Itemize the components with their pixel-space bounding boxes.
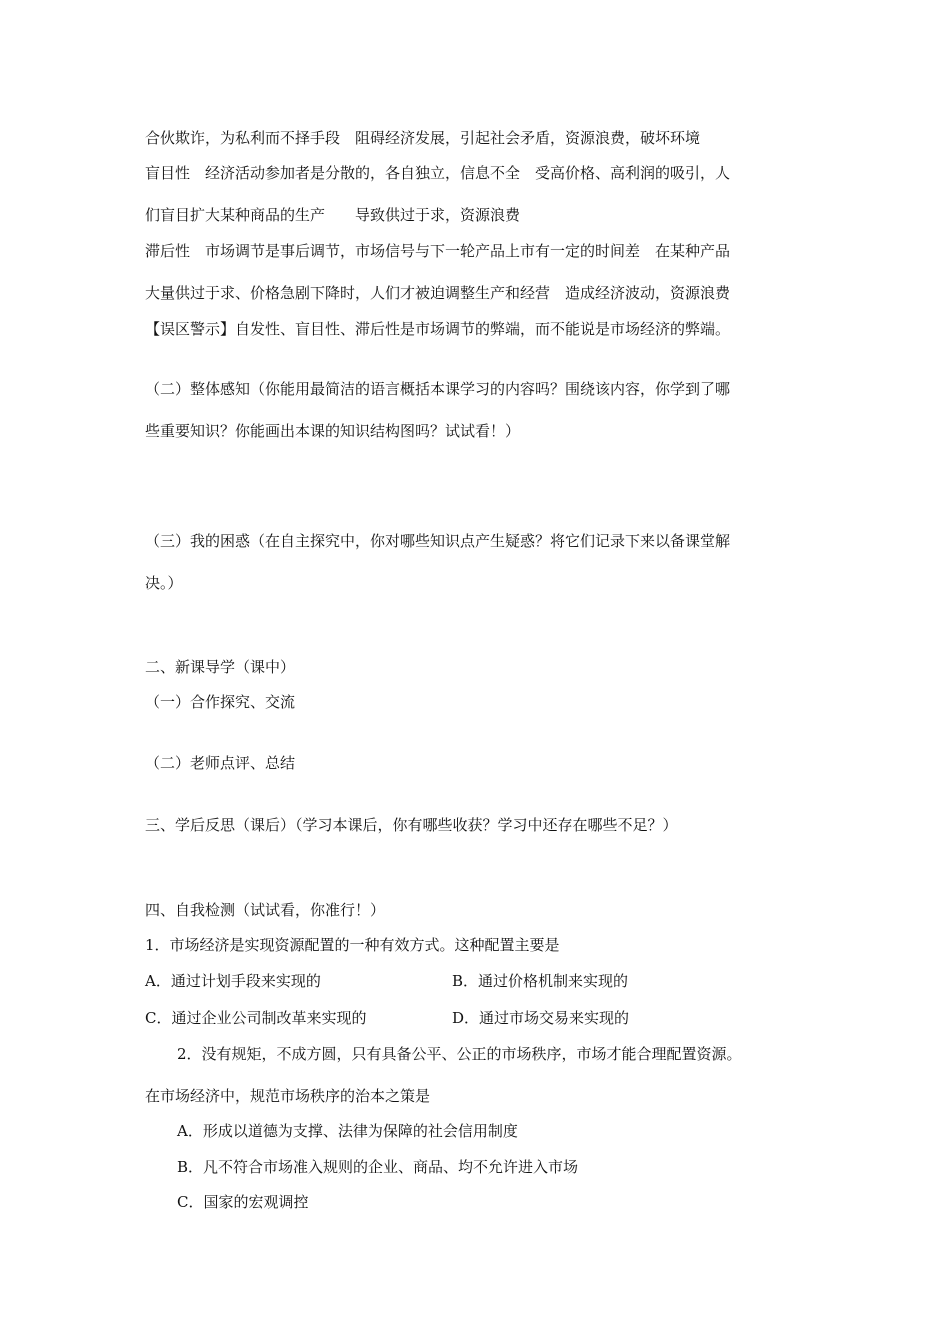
section-heading-self-test: 四、自我检测（试试看，你准行！） (145, 901, 386, 919)
text-line: 合伙欺诈，为私利而不择手段 阻碍经济发展，引起社会矛盾，资源浪费，破坏环境 (145, 129, 701, 147)
question-2-stem: 2．没有规矩，不成方圆，只有具备公平、公正的市场秩序，市场才能合理配置资源。 (177, 1045, 742, 1063)
section-heading-new-lesson: 二、新课导学（课中） (145, 658, 296, 676)
question-2-option-c: C．国家的宏观调控 (177, 1193, 309, 1211)
section-heading-reflection: 三、学后反思（课后）（学习本课后，你有哪些收获？学习中还存在哪些不足？） (145, 816, 678, 834)
question-2-stem-cont: 在市场经济中，规范市场秩序的治本之策是 (145, 1087, 431, 1105)
text-line: 滞后性 市场调节是事后调节，市场信号与下一轮产品上市有一定的时间差 在某种产品 (145, 242, 731, 260)
question-1-option-c: C．通过企业公司制改革来实现的 (145, 1009, 367, 1027)
question-1-option-a: A．通过计划手段来实现的 (145, 972, 321, 990)
section-overall-perception: （二）整体感知（你能用最简洁的语言概括本课学习的内容吗？围绕该内容，你学到了哪 (145, 380, 731, 398)
question-1-stem: 1．市场经济是实现资源配置的一种有效方式。这种配置主要是 (145, 936, 560, 954)
subsection-cooperation: （一）合作探究、交流 (145, 693, 296, 711)
question-2-option-a: A．形成以道德为支撑、法律为保障的社会信用制度 (177, 1122, 518, 1140)
question-2-option-b: B．凡不符合市场准入规则的企业、商品、均不允许进入市场 (177, 1158, 579, 1176)
text-line: 决。） (145, 574, 183, 592)
text-line: 盲目性 经济活动参加者是分散的，各自独立，信息不全 受高价格、高利润的吸引，人 (145, 164, 731, 182)
subsection-teacher-comment: （二）老师点评、总结 (145, 754, 296, 772)
text-line: 些重要知识？你能画出本课的知识结构图吗？试试看！） (145, 422, 521, 440)
question-1-option-d: D．通过市场交易来实现的 (452, 1009, 630, 1027)
question-1-option-b: B．通过价格机制来实现的 (452, 972, 629, 990)
mistake-warning: 【误区警示】自发性、盲目性、滞后性是市场调节的弊端，而不能说是市场经济的弊端。 (145, 320, 731, 338)
text-line: 们盲目扩大某种商品的生产 导致供过于求，资源浪费 (145, 206, 521, 224)
text-line: 大量供过于求、价格急剧下降时，人们才被迫调整生产和经营 造成经济波动，资源浪费 (145, 284, 731, 302)
section-my-confusion: （三）我的困惑（在自主探究中，你对哪些知识点产生疑惑？将它们记录下来以备课堂解 (145, 532, 731, 550)
